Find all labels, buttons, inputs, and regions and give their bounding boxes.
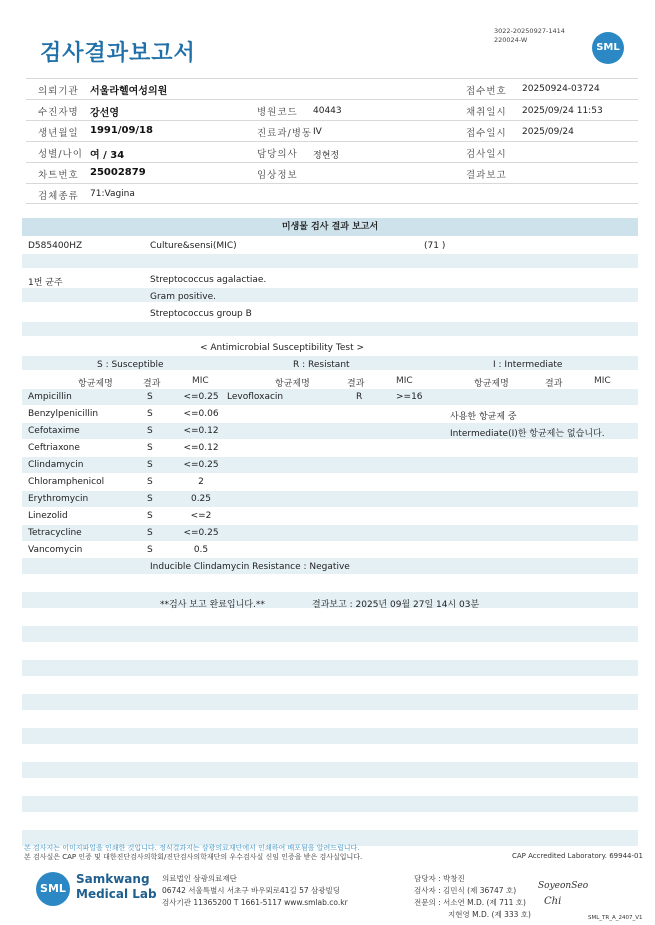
intermediate-note: Intermediate(I)한 항균제는 없습니다. <box>450 429 605 439</box>
drug-mic: <=0.25 <box>183 528 219 538</box>
drug-mic: <=0.12 <box>183 443 219 453</box>
specimen-value: 71:Vagina <box>90 189 135 199</box>
drug-result: S <box>147 443 153 453</box>
col-mic: MIC <box>594 376 611 386</box>
drug-mic: 2 <box>198 477 204 487</box>
org-contact: 검사기관 11365200 T 1661-5117 www.smlab.co.kr <box>162 898 348 907</box>
drug-result: S <box>147 494 153 504</box>
band <box>22 762 638 778</box>
band <box>22 288 638 302</box>
drug-name: Vancomycin <box>28 545 83 555</box>
staff-specialist: 전문의 : 서소연 M.D. (제 711 호) <box>414 898 526 907</box>
doctor-value: 정현정 <box>313 151 340 161</box>
form-code: SML_TR_A_2407_V1 <box>588 915 643 921</box>
receipt-no-value: 20250924-03724 <box>522 84 600 94</box>
drug-result: S <box>147 511 153 521</box>
hospital-code-value: 40443 <box>313 106 342 116</box>
organism-label: 1번 균주 <box>28 278 63 288</box>
ast-title: < Antimicrobial Susceptibility Test > <box>200 343 364 353</box>
cap-accreditation: CAP Accredited Laboratory. 69944-01 <box>512 852 643 860</box>
band <box>22 626 638 642</box>
col-drug: 항균제명 <box>275 379 310 389</box>
collect-date-label: 채취일시 <box>466 107 507 118</box>
band <box>22 694 638 710</box>
staff-manager: 담당자 : 박창진 <box>414 874 465 883</box>
signature-2: Chi <box>544 896 562 907</box>
dob-label: 생년월일 <box>38 128 79 139</box>
drug-mic: <=0.25 <box>183 460 219 470</box>
inducible-clindamycin-result: Inducible Clindamycin Resistance : Negative <box>150 562 350 572</box>
chart-label: 차트번호 <box>38 170 79 181</box>
drug-name: Chloramphenicol <box>28 477 105 487</box>
test-date-label: 검사일시 <box>466 149 507 160</box>
receipt-date-label: 접수일시 <box>466 128 507 139</box>
lab-name <box>76 872 157 902</box>
org-name: 의료법인 삼광의료재단 <box>162 874 237 883</box>
band <box>22 254 638 268</box>
drug-result: S <box>147 460 153 470</box>
band <box>22 389 638 405</box>
divider <box>26 99 638 100</box>
doctor-label: 담당의사 <box>257 149 298 160</box>
report-section-title: 미생물 검사 결과 보고서 <box>22 218 638 236</box>
accreditation-notice: 본 검사실은 CAP 인증 및 대한진단검사의학회/진단검사의학재단의 우수검사실 신임 인증을 받은 검사실입니다. <box>24 853 363 861</box>
drug-result: R <box>356 392 363 402</box>
test-name: Culture&sensi(MIC) <box>150 241 237 251</box>
drug-result: S <box>147 409 153 419</box>
drug-mic: <=0.06 <box>183 409 219 419</box>
chart-value: 25002879 <box>90 167 146 178</box>
org-address: 06742 서울특별시 서초구 바우뫼로41길 57 삼광빌딩 <box>162 886 341 895</box>
drug-name: Erythromycin <box>28 494 89 504</box>
test-number: (71 ) <box>424 241 446 251</box>
divider <box>26 120 638 121</box>
band <box>22 491 638 507</box>
document-id <box>494 27 565 45</box>
page-title: 검사결과보고서 <box>40 41 196 66</box>
col-mic: MIC <box>396 376 413 386</box>
sex-age-value: 여 / 34 <box>90 150 125 161</box>
band <box>22 728 638 744</box>
signature-1: SoyeonSeo <box>538 881 589 891</box>
drug-name: Benzylpenicillin <box>28 409 99 419</box>
institution-label: 의뢰기관 <box>38 86 79 97</box>
col-drug: 항균제명 <box>474 379 509 389</box>
legend-resistant: R : Resistant <box>293 360 350 370</box>
col-result: 결과 <box>545 379 563 389</box>
divider <box>26 141 638 142</box>
drug-name: Levofloxacin <box>227 392 284 402</box>
band <box>22 457 638 473</box>
drug-name: Ceftriaxone <box>28 443 80 453</box>
document-id-line-1: 3022-20250927-1414 <box>494 27 565 35</box>
drug-result: S <box>147 477 153 487</box>
divider <box>26 78 638 79</box>
lab-name-line-2: Medical Lab <box>76 887 157 901</box>
dept-label: 진료과/병동 <box>257 128 313 139</box>
drug-result: S <box>147 426 153 436</box>
drug-mic: >=16 <box>396 392 423 402</box>
drug-result: S <box>147 528 153 538</box>
hospital-code-label: 병원코드 <box>257 107 298 118</box>
report-time: 결과보고 : 2025년 09월 27일 14시 03분 <box>312 600 480 610</box>
drug-mic: <=2 <box>190 511 212 521</box>
divider <box>26 203 638 204</box>
sex-age-label: 성별/나이 <box>38 149 83 160</box>
band <box>22 525 638 541</box>
specimen-label: 검체종류 <box>38 191 79 202</box>
patient-value: 강선영 <box>90 108 119 119</box>
drug-name: Clindamycin <box>28 460 84 470</box>
drug-name: Linezolid <box>28 511 68 521</box>
col-mic: MIC <box>192 376 209 386</box>
receipt-date-value: 2025/09/24 <box>522 127 574 137</box>
patient-label: 수진자명 <box>38 107 79 118</box>
staff-tester: 검사자 : 김민식 (제 36747 호) <box>414 886 517 895</box>
col-result: 결과 <box>143 379 161 389</box>
drug-mic: <=0.25 <box>183 392 219 402</box>
print-notice: 본 검사지는 이미지파일을 인쇄한 것입니다. 정식결과지는 삼광의료재단에서 인쇄하여 배포됨을 알려드립니다. <box>24 844 360 852</box>
band <box>22 322 638 336</box>
col-drug: 항균제명 <box>78 379 113 389</box>
drug-name: Tetracycline <box>28 528 82 538</box>
clinical-label: 임상정보 <box>257 170 298 181</box>
document-id-line-2: 220024-W <box>494 36 528 44</box>
lab-name-line-1: Samkwang <box>76 872 150 886</box>
drug-result: S <box>147 392 153 402</box>
report-label: 결과보고 <box>466 170 507 181</box>
intermediate-note: 사용한 항균제 중 <box>450 412 517 422</box>
divider <box>26 162 638 163</box>
organism-line: Streptococcus agalactiae. <box>150 275 267 285</box>
staff-specialist-2: 지현영 M.D. (제 333 호) <box>448 910 531 919</box>
legend-intermediate: I : Intermediate <box>493 360 563 370</box>
sml-logo: SML <box>592 32 624 64</box>
receipt-no-label: 접수번호 <box>466 86 507 97</box>
col-result: 결과 <box>347 379 365 389</box>
dob-value: 1991/09/18 <box>90 125 153 136</box>
drug-mic: <=0.12 <box>183 426 219 436</box>
drug-name: Cefotaxime <box>28 426 80 436</box>
legend-susceptible: S : Susceptible <box>97 360 164 370</box>
organism-line: Streptococcus group B <box>150 309 252 319</box>
organism-line: Gram positive. <box>150 292 216 302</box>
drug-name: Ampicillin <box>28 392 72 402</box>
dept-value: IV <box>313 127 322 137</box>
collect-date-value: 2025/09/24 11:53 <box>522 106 603 116</box>
drug-result: S <box>147 545 153 555</box>
band <box>22 796 638 812</box>
band <box>22 660 638 676</box>
divider <box>26 183 638 184</box>
institution-value: 서울라헬여성의원 <box>90 86 168 97</box>
drug-mic: 0.5 <box>193 545 209 555</box>
test-code: D585400HZ <box>28 241 83 251</box>
drug-mic: 0.25 <box>190 494 212 504</box>
lab-logo: SML <box>36 872 70 906</box>
report-complete-text: **검사 보고 완료입니다.** <box>160 600 265 610</box>
